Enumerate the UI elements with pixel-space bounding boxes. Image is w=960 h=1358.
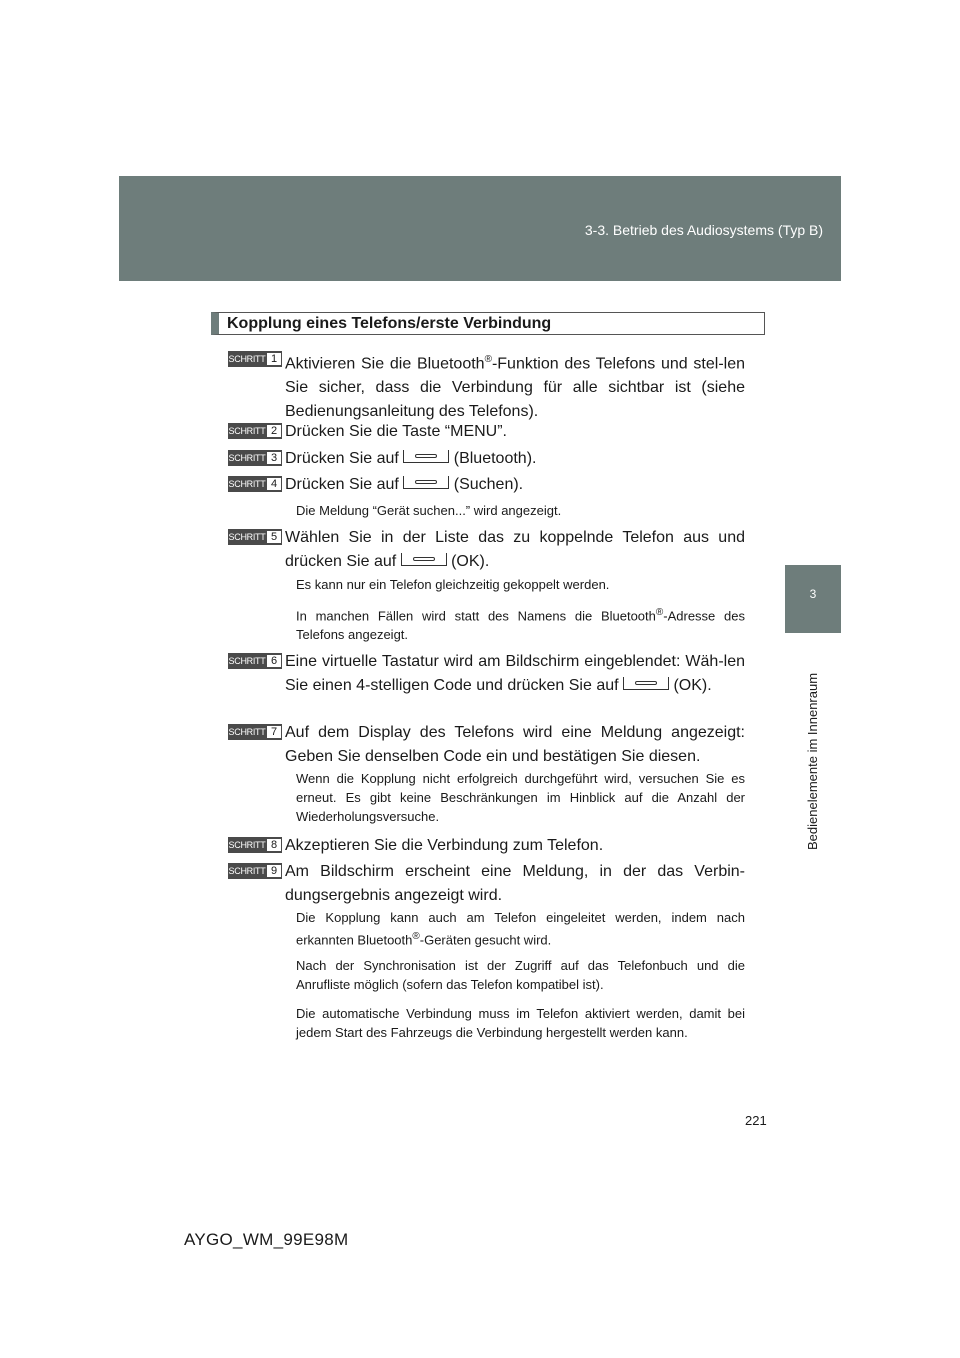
note: Die automatische Verbindung muss im Telefon aktiviert werden, damit bei jedem Start des Fahrzeugs die Verbindung hergestellt werden kann. (296, 1006, 745, 1040)
step-9: SCHRITT 9 Am Bildschirm erscheint eine Meldung, in der das Verbin-dungsergebnis angezeigt wird. (228, 863, 745, 904)
step-2: SCHRITT 2 Drücken Sie die Taste “MENU”. (228, 423, 507, 440)
step-badge: SCHRITT 2 (228, 423, 282, 439)
step-5: SCHRITT 5 Wählen Sie in der Liste das zu koppelnde Telefon aus und drücken Sie auf (OK). (228, 529, 745, 570)
header-bar (119, 176, 841, 281)
step-4: SCHRITT 4 Drücken Sie auf (Suchen). (228, 476, 524, 493)
chapter-tab (785, 565, 841, 633)
note: Wenn die Kopplung nicht erfolgreich durchgeführt wird, versuchen Sie es erneut. Es gibt keine Beschränkungen im Hinblick auf die Anzahl der Wiederholungsversuche. (296, 771, 745, 824)
note: Nach der Synchronisation ist der Zugriff auf das Telefonbuch und die Anrufliste möglich (sofern das Telefon kompatibel ist). (296, 958, 745, 992)
step-badge: SCHRITT 3 (228, 450, 282, 466)
screen-button-icon (403, 476, 449, 489)
step-badge: SCHRITT 4 (228, 476, 282, 492)
step-badge: SCHRITT 7 (228, 724, 282, 740)
screen-button-icon (623, 677, 669, 690)
note: Die Kopplung kann auch am Telefon eingeleitet werden, indem nach erkannten Bluetooth®-Geräten gesucht wird. (296, 910, 745, 948)
step-badge: SCHRITT 1 (228, 351, 282, 367)
screen-button-icon (403, 450, 449, 463)
chapter-label: Bedienelemente im Innenraum (805, 672, 820, 850)
screen-button-icon (401, 553, 447, 566)
note: Die Meldung “Gerät suchen...” wird angezeigt. (296, 503, 562, 518)
footer-code: AYGO_WM_99E98M (184, 1230, 349, 1249)
section-title: 3-3. Betrieb des Audiosystems (Typ B) (584, 222, 823, 238)
chapter-number: 3 (809, 587, 817, 601)
step-8: SCHRITT 8 Akzeptieren Sie die Verbindung zum Telefon. (228, 837, 604, 854)
note: Es kann nur ein Telefon gleichzeitig gekoppelt werden. (296, 577, 610, 592)
step-1: SCHRITT 1 Aktivieren Sie die Bluetooth®-Funktion des Telefons und stel-len Sie sicher, dass die Verbindung für alle sichtbar ist (siehe Bedienungsanleitung des Telefons). (228, 353, 746, 421)
step-badge: SCHRITT 9 (228, 863, 282, 879)
step-7: SCHRITT 7 Auf dem Display des Telefons wird eine Meldung angezeigt: Geben Sie denselben Code ein und bestätigen Sie diesen. (228, 724, 745, 765)
step-3: SCHRITT 3 Drücken Sie auf (Bluetooth). (228, 450, 537, 467)
step-6: SCHRITT 6 Eine virtuelle Tastatur wird am Bildschirm eingeblendet: Wäh-len Sie einen 4-stelligen Code und drücken Sie auf (OK). (228, 653, 745, 694)
page-number: 221 (745, 1113, 767, 1128)
step-badge: SCHRITT 8 (228, 837, 282, 853)
step-badge: SCHRITT 5 (228, 529, 282, 545)
step-badge: SCHRITT 6 (228, 653, 282, 669)
note: In manchen Fällen wird statt des Namens die Bluetooth®-Adresse des Telefons angezeigt. (296, 607, 746, 643)
box-title: Kopplung eines Telefons/erste Verbindung (211, 312, 765, 335)
